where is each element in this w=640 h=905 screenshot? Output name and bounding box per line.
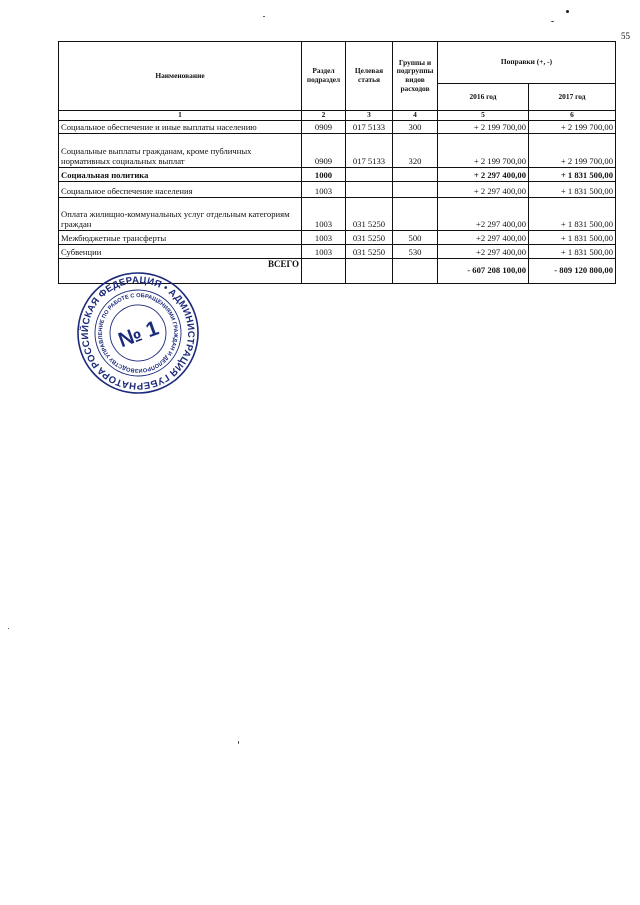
total-2016: - 607 208 100,00 [438,259,529,284]
row-2017: + 2 199 700,00 [529,134,616,168]
row-target: 017 5133 [346,134,393,168]
column-numbers-row [59,111,616,121]
row-section: 0909 [302,121,346,134]
row-name: Социальное обеспечение населения [59,182,302,198]
table-row [59,245,616,259]
scan-speck [551,21,554,22]
budget-table [58,41,616,284]
table-row [59,231,616,245]
row-name: Субвенции [59,245,302,259]
header-name: Наименование [59,42,302,111]
header-target: Целевая статья [346,42,393,111]
row-2016: +2 297 400,00 [438,231,529,245]
row-2016: + 2 297 400,00 [438,168,529,182]
row-target [346,168,393,182]
scan-speck [263,16,265,17]
column-number: 5 [438,111,529,121]
row-target: 031 5250 [346,231,393,245]
row-section: 1003 [302,245,346,259]
table-row [59,121,616,134]
column-number: 3 [346,111,393,121]
row-name: Оплата жилищно-коммунальных услуг отдельным категориям граждан [59,198,302,231]
stamp-outer-text: РОССИЙСКАЯ ФЕДЕРАЦИЯ • АДМИНИСТРАЦИЯ ГУБЕРНАТОРА [79,274,197,392]
total-empty-cell [346,259,393,284]
row-2016: +2 297 400,00 [438,198,529,231]
row-target: 031 5250 [346,198,393,231]
row-2016: + 2 199 700,00 [438,134,529,168]
row-group: 530 [393,245,438,259]
total-label: ВСЕГО [59,259,302,284]
row-2017: + 2 199 700,00 [529,121,616,134]
row-name: Социальные выплаты гражданам, кроме публичных нормативных социальных выплат [59,134,302,168]
row-2017: + 1 831 500,00 [529,231,616,245]
total-empty-cell [393,259,438,284]
row-name: Межбюджетные трансферты [59,231,302,245]
row-section: 0909 [302,134,346,168]
table-row [59,182,616,198]
row-2017: + 1 831 500,00 [529,245,616,259]
table-row [59,198,616,231]
scan-speck [238,741,239,744]
page-number: 55 [621,31,630,41]
row-target [346,182,393,198]
scan-speck [566,10,569,13]
header-2017: 2017 год [529,83,616,110]
column-number: 1 [59,111,302,121]
row-group [393,182,438,198]
column-number: 2 [302,111,346,121]
row-2017: + 1 831 500,00 [529,182,616,198]
row-section: 1000 [302,168,346,182]
column-number: 4 [393,111,438,121]
column-number: 6 [529,111,616,121]
row-section: 1003 [302,182,346,198]
row-name: Социальная политика [59,168,302,182]
row-section: 1003 [302,231,346,245]
stamp-number: № 1 [115,316,162,353]
header-row [59,42,616,84]
row-name: Социальное обеспечение и иные выплаты населению [59,121,302,134]
row-group [393,198,438,231]
row-2016: +2 297 400,00 [438,245,529,259]
row-group [393,168,438,182]
total-2017: - 809 120 800,00 [529,259,616,284]
row-2017: + 1 831 500,00 [529,198,616,231]
row-2016: + 2 297 400,00 [438,182,529,198]
row-group: 320 [393,134,438,168]
row-group: 300 [393,121,438,134]
stamp-inner-text: УПРАВЛЕНИЕ ПО РАБОТЕ С ОБРАЩЕНИЯМИ ГРАЖДАН И ДЕЛОПРОИЗВОДСТВУ [97,292,179,374]
header-2016: 2016 год [438,83,529,110]
row-target: 031 5250 [346,245,393,259]
row-2017: + 1 831 500,00 [529,168,616,182]
header-groups: Группы и подгруппы видов расходов [393,42,438,111]
row-2016: + 2 199 700,00 [438,121,529,134]
table-row [59,134,616,168]
scan-speck [8,628,9,629]
official-stamp [75,270,201,396]
header-amendments: Поправки (+, -) [438,42,616,84]
row-group: 500 [393,231,438,245]
table-row [59,168,616,182]
total-empty-cell [302,259,346,284]
row-target: 017 5133 [346,121,393,134]
header-section: Раздел подраздел [302,42,346,111]
row-section: 1003 [302,198,346,231]
